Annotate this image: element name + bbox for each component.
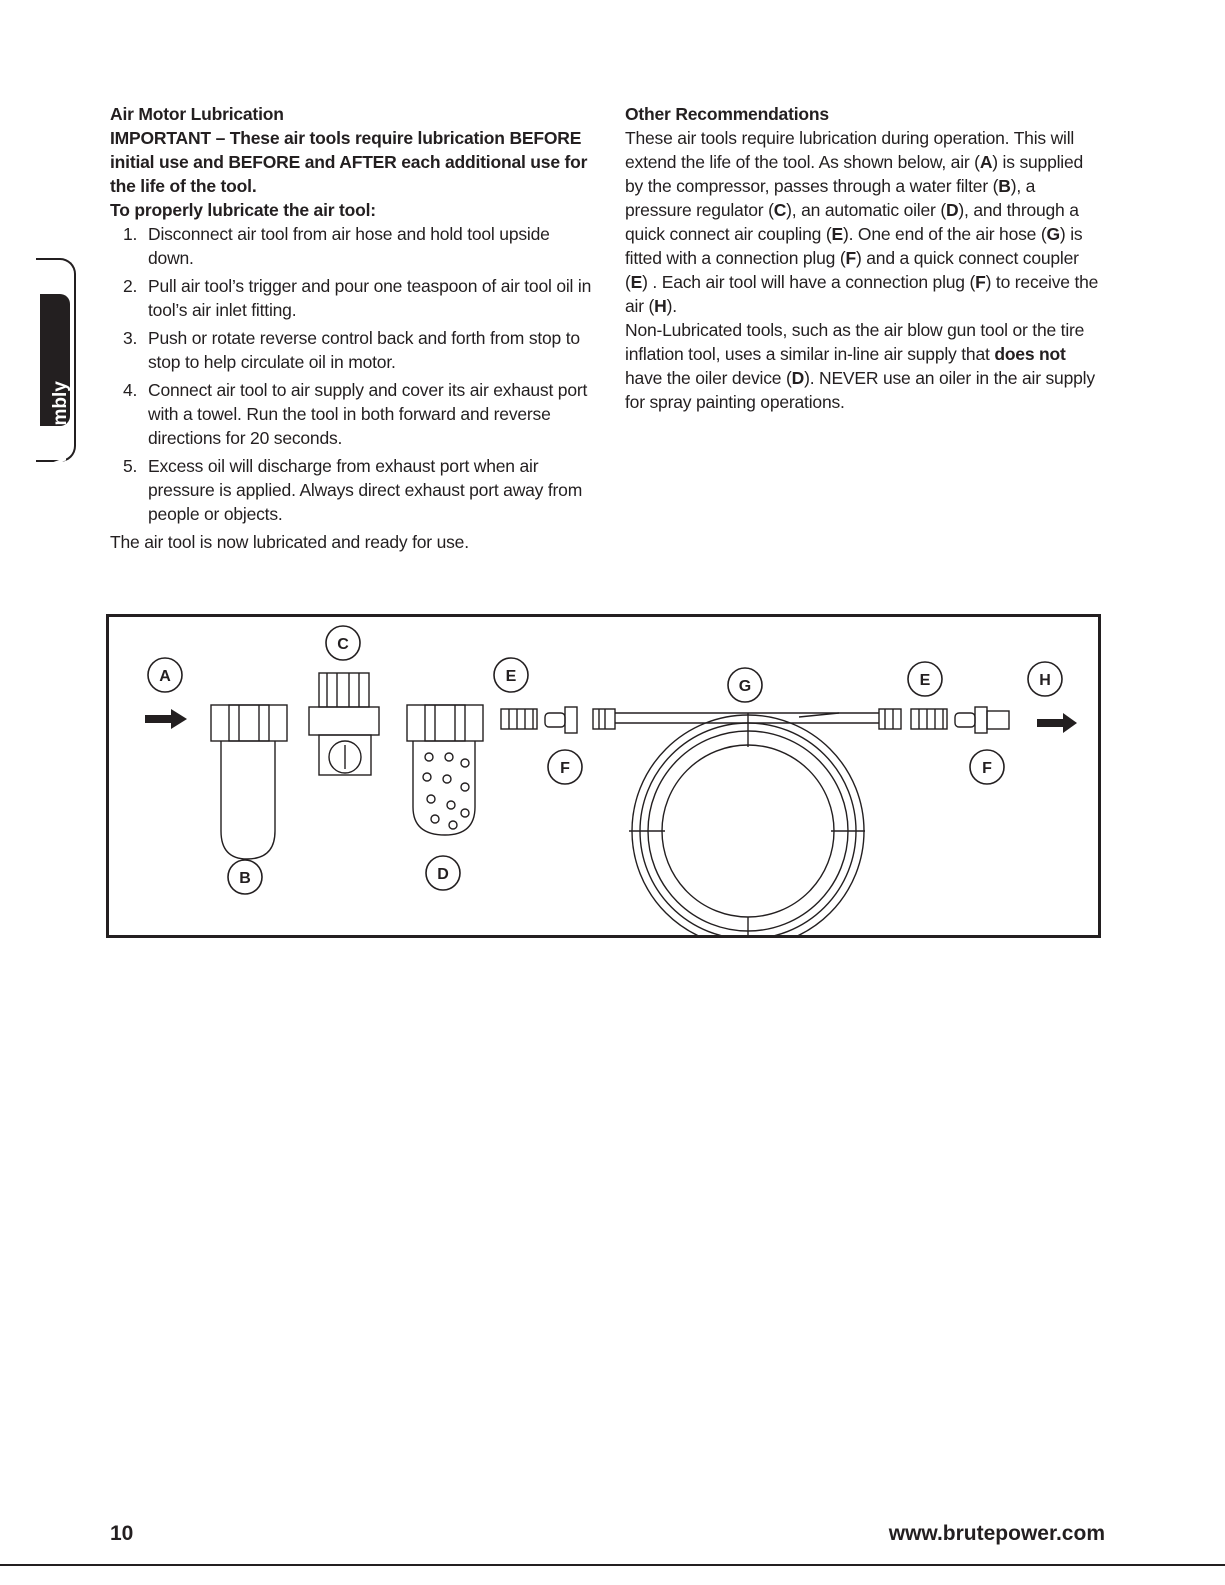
left-column [110, 102, 595, 554]
pressure-regulator-icon [309, 673, 379, 775]
step-number: 5. [123, 456, 138, 476]
important-notice: IMPORTANT – These air tools require lubrication BEFORE initial use and BEFORE and AFTER each additional use for the life of the tool. [110, 128, 588, 196]
air-supply-diagram [106, 614, 1101, 938]
callout-g [728, 668, 762, 702]
section-tab [40, 294, 71, 471]
callout-e-left [494, 658, 528, 692]
lubrication-steps-list [110, 222, 595, 526]
recommendations-paragraph-1: These air tools require lubrication during operation. This will extend the life of the tool. As shown below, air (A) is supplied by the compressor, passes through a water filter (B), a pressure regulator (C), an automatic oiler (D), and through a quick connect air coupling (E). One end of the air hose (G) is fitted with a connection plug (F) and a quick connect coupler (E) . Each air tool will have a connection plug (F) to receive the air (H). [625, 128, 1099, 316]
callout-a-label: A [159, 668, 171, 685]
step-number: 1. [123, 224, 138, 244]
callout-f-right-label: F [982, 760, 992, 777]
callout-c-label: C [337, 636, 349, 653]
callout-g-label: G [738, 678, 752, 695]
connection-plug-right-icon [955, 707, 1009, 733]
callout-b [228, 860, 262, 894]
list-item [110, 378, 595, 450]
callout-h-label: H [1039, 672, 1051, 689]
hose-fitting-left-icon [593, 709, 615, 729]
step-text: Excess oil will discharge from exhaust port when air pressure is applied. Always direct exhaust port away from people or objects. [148, 456, 583, 524]
list-item [110, 222, 595, 270]
callout-e-right-label: E [919, 672, 931, 689]
callout-f-left [548, 750, 582, 784]
callout-e-left-label: E [505, 668, 517, 685]
list-item [110, 454, 595, 526]
recommendations-paragraph-2: Non-Lubricated tools, such as the air blow gun tool or the tire inflation tool, uses a similar in-line air supply that does not have the oiler device (D). NEVER use an oiler in the air supply for spray painting operations. [625, 320, 1095, 412]
automatic-oiler-icon [407, 705, 483, 835]
callout-c [326, 626, 360, 660]
connection-plug-left-icon [545, 707, 577, 733]
callout-e-right [908, 662, 942, 696]
callout-h [1028, 662, 1062, 696]
callout-b-label: B [239, 870, 251, 887]
outlet-arrow-icon [1037, 713, 1077, 733]
page-number: 10 [110, 1522, 134, 1545]
callout-a [148, 658, 182, 692]
air-motor-lubrication-heading: Air Motor Lubrication [110, 104, 284, 124]
step-number: 3. [123, 328, 138, 348]
list-item [110, 326, 595, 374]
lubrication-steps-heading: To properly lubricate the air tool: [110, 200, 376, 220]
quick-coupler-right-icon [911, 709, 947, 729]
step-number: 4. [123, 380, 138, 400]
callout-f-left-label: F [560, 760, 570, 777]
step-number: 2. [123, 276, 138, 296]
quick-coupler-left-icon [501, 709, 537, 729]
right-column [625, 102, 1105, 414]
callout-f-right [970, 750, 1004, 784]
website-link[interactable]: www.brutepower.com [888, 1522, 1105, 1545]
hose-fitting-right-icon [879, 709, 901, 729]
inlet-arrow-icon [145, 709, 187, 729]
step-text: Connect air tool to air supply and cover its air exhaust port with a towel. Run the tool in both forward and reverse directions for 20 seconds. [148, 380, 588, 448]
callout-d [426, 856, 460, 890]
step-text: Push or rotate reverse control back and forth from stop to stop to help circulate oil in motor. [148, 328, 580, 372]
air-supply-illustration [109, 617, 1098, 935]
step-text: Pull air tool’s trigger and pour one teaspoon of air tool oil in tool’s air inlet fitting. [148, 276, 592, 320]
list-item [110, 274, 595, 322]
lubrication-closing-text: The air tool is now lubricated and ready for use. [110, 532, 469, 552]
other-recommendations-heading: Other Recommendations [625, 104, 829, 124]
air-hose-icon [615, 713, 879, 935]
step-text: Disconnect air tool from air hose and hold tool upside down. [148, 224, 550, 268]
section-tab-label: Assembly [50, 381, 71, 471]
callout-d-label: D [437, 866, 449, 883]
page-bottom-rule [0, 1564, 1225, 1566]
water-filter-icon [211, 705, 287, 859]
